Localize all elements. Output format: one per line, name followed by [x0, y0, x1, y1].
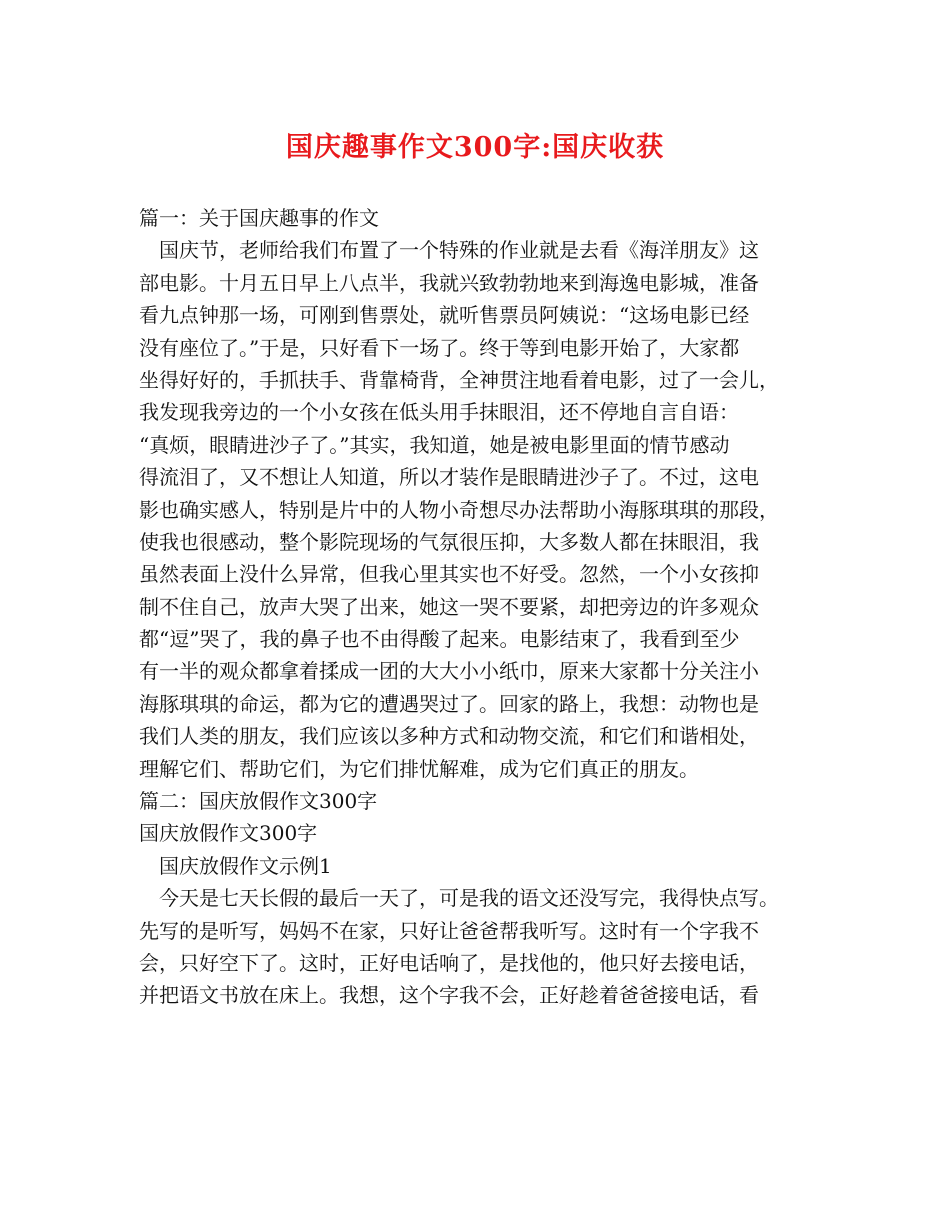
text-line: “真烦，眼睛进沙子了。”其实，我知道，她是被电影里面的情节感动 — [139, 432, 730, 457]
text-line: 海豚琪琪的命运，都为它的遭遇哭过了。回家的路上，我想：动物也是 — [139, 691, 759, 716]
text-line: 国庆放假作文示例1 — [139, 853, 332, 878]
text-line: 虽然表面上没什么异常，但我心里其实也不好受。忽然，一个小女孩抑 — [139, 562, 759, 587]
text-line: 影也确实感人，特别是片中的人物小奇想尽办法帮助小海豚琪琪的那段， — [139, 497, 779, 522]
text-line: 国庆放假作文300字 — [139, 821, 318, 846]
text-line: 并把语文书放在床上。我想，这个字我不会，正好趁着爸爸接电话，看 — [139, 983, 759, 1008]
text-line: 我发现我旁边的一个小女孩在低头用手抹眼泪，还不停地自言自语： — [139, 400, 739, 425]
text-line: 得流泪了，又不想让人知道，所以才装作是眼睛进沙子了。不过，这电 — [139, 465, 759, 490]
text-line: 没有座位了。”于是，只好看下一场了。终于等到电影开始了，大家都 — [139, 335, 740, 360]
text-line: 国庆节，老师给我们布置了一个特殊的作业就是去看《海洋朋友》这 — [139, 238, 759, 263]
text-line: 有一半的观众都拿着揉成一团的大大小小纸巾，原来大家都十分关注小 — [139, 659, 759, 684]
text-line: 理解它们、帮助它们，为它们排忧解难，成为它们真正的朋友。 — [139, 756, 699, 781]
text-line: 篇二：国庆放假作文300字 — [139, 789, 378, 814]
text-line: 篇一：关于国庆趣事的作文 — [139, 206, 379, 230]
text-line: 制不住自己，放声大哭了出来，她这一哭不要紧，却把旁边的许多观众 — [139, 594, 759, 619]
document-body — [139, 202, 839, 1012]
text-line: 先写的是听写，妈妈不在家，只好让爸爸帮我听写。这时有一个字我不 — [139, 918, 759, 943]
text-line: 今天是七天长假的最后一天了，可是我的语文还没写完，我得快点写。 — [139, 886, 779, 911]
document-title: 国庆趣事作文300字:国庆收获 — [285, 132, 665, 163]
text-line: 都“逗”哭了，我的鼻子也不由得酸了起来。电影结束了，我看到至少 — [139, 627, 740, 652]
text-line: 看九点钟那一场，可刚到售票处，就听售票员阿姨说：“这场电影已经 — [139, 303, 750, 328]
text-line: 坐得好好的，手抓扶手、背靠椅背，全神贯注地看着电影，过了一会儿， — [139, 367, 779, 392]
text-line: 使我也很感动，整个影院现场的气氛很压抑，大多数人都在抹眼泪，我 — [139, 529, 759, 554]
text-line: 我们人类的朋友，我们应该以多种方式和动物交流，和它们和谐相处， — [139, 724, 759, 749]
text-line: 会，只好空下了。这时，正好电话响了，是找他的，他只好去接电话， — [139, 950, 759, 975]
text-line: 部电影。十月五日早上八点半，我就兴致勃勃地来到海逸电影城，准备 — [139, 270, 759, 295]
